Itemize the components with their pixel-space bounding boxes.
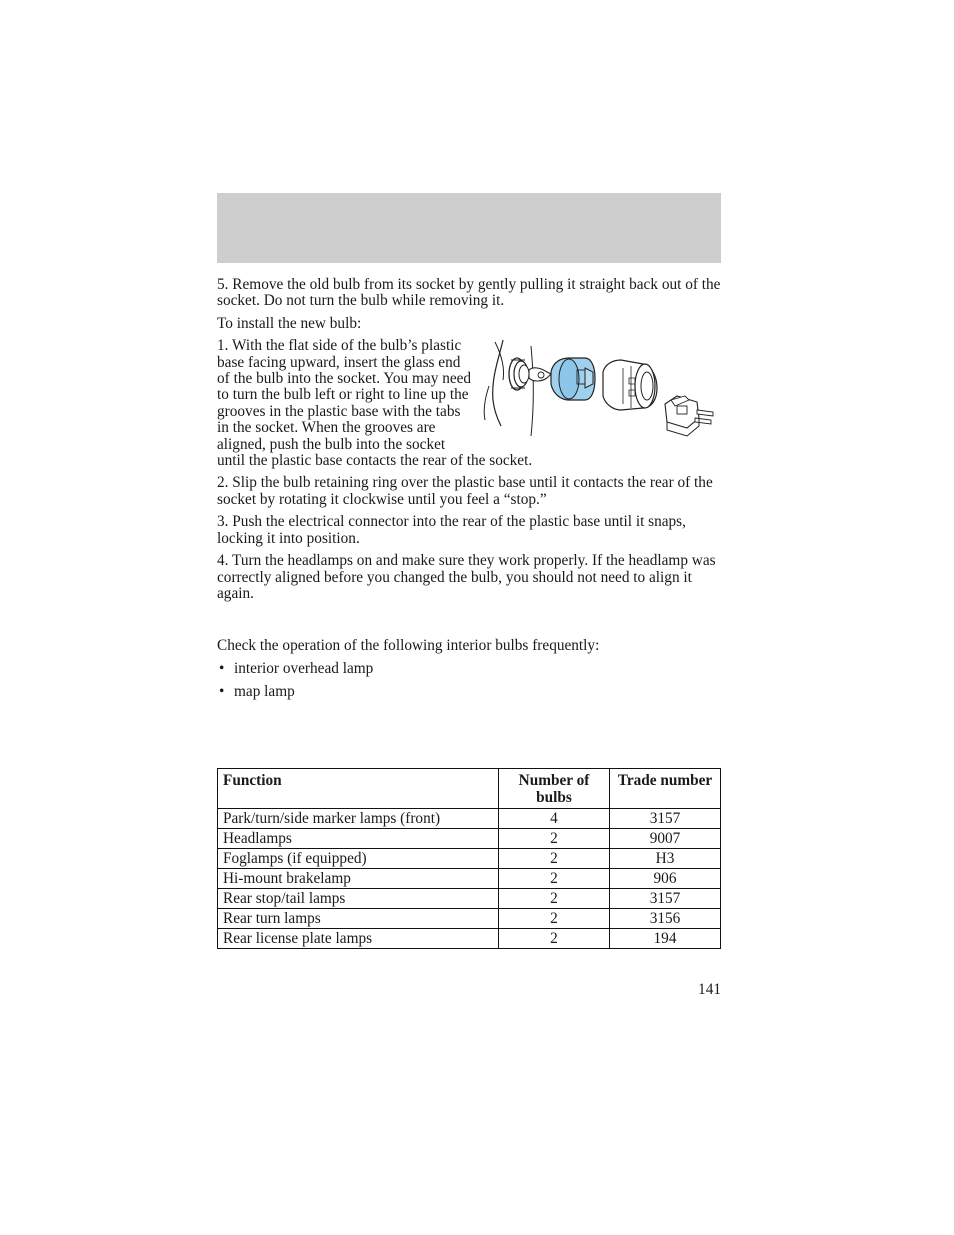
section-header-bar: [217, 193, 721, 263]
table-row: [218, 869, 721, 889]
cell-number-of-bulbs: 2: [499, 889, 610, 909]
cell-function: Hi-mount brakelamp: [218, 869, 499, 889]
cell-function: Foglamps (if equipped): [218, 849, 499, 869]
paragraph-step-2: 2. Slip the bulb retaining ring over the plastic base until it contacts the rear of the socket by rotating it clockwise until you feel a “stop.”: [217, 474, 713, 508]
list-item: [217, 684, 721, 700]
list-item-text: interior overhead lamp: [234, 659, 374, 677]
bulb-socket-illustration: [481, 338, 721, 442]
column-header-number-of-bulbs: Number of bulbs: [499, 769, 610, 809]
paragraph-step-1: 1. With the flat side of the bulb’s plastic base facing upward, insert the glass end of the bulb into the socket. You may need to turn the bulb left or right to line up the grooves in the plastic base with the tabs in the socket. When the grooves are aligned, push the bulb into the socket until the plastic base contacts the rear of the socket.: [217, 337, 533, 470]
cell-number-of-bulbs: 2: [499, 869, 610, 889]
cell-function: Rear license plate lamps: [218, 929, 499, 949]
paragraph-step-3: 3. Push the electrical connector into the rear of the plastic base until it snaps, locking it into position.: [217, 513, 686, 547]
cell-number-of-bulbs: 2: [499, 829, 610, 849]
page-content: [217, 277, 721, 708]
bullet-glyph: •: [219, 683, 225, 701]
bulb-socket-drawing: [481, 338, 721, 442]
list-item: [217, 661, 721, 677]
bulb-specification-table: [217, 768, 721, 949]
cell-function: Headlamps: [218, 829, 499, 849]
paragraph-install-intro: To install the new bulb:: [217, 314, 362, 332]
table-row: [218, 929, 721, 949]
paragraph-step-4: 4. Turn the headlamps on and make sure they work properly. If the headlamp was correctly aligned before you changed the bulb, you should not need to align it again.: [217, 552, 716, 602]
page-number: 141: [698, 981, 721, 998]
cell-number-of-bulbs: 2: [499, 909, 610, 929]
bullet-glyph: •: [219, 659, 225, 677]
column-header-function: Function: [218, 769, 499, 809]
paragraph-remove-bulb: 5. Remove the old bulb from its socket by gently pulling it straight back out of the socket. Do not turn the bulb while removing it.: [217, 276, 721, 310]
cell-trade-number: 9007: [610, 829, 721, 849]
cell-function: Rear turn lamps: [218, 909, 499, 929]
cell-trade-number: 3157: [610, 809, 721, 829]
table-row: [218, 909, 721, 929]
cell-trade-number: 194: [610, 929, 721, 949]
cell-trade-number: 3157: [610, 889, 721, 909]
table-header-row: [218, 769, 721, 809]
table-row: [218, 849, 721, 869]
table-row: [218, 829, 721, 849]
cell-trade-number: 3156: [610, 909, 721, 929]
list-item-text: map lamp: [234, 683, 295, 701]
column-header-trade-number: Trade number: [610, 769, 721, 809]
cell-trade-number: H3: [610, 849, 721, 869]
cell-function: Park/turn/side marker lamps (front): [218, 809, 499, 829]
table-row: [218, 809, 721, 829]
paragraph-interior-bulbs: Check the operation of the following interior bulbs frequently:: [217, 637, 600, 655]
cell-trade-number: 906: [610, 869, 721, 889]
interior-bulb-list: [217, 661, 721, 701]
table-row: [218, 889, 721, 909]
cell-number-of-bulbs: 4: [499, 809, 610, 829]
cell-number-of-bulbs: 2: [499, 929, 610, 949]
cell-number-of-bulbs: 2: [499, 849, 610, 869]
cell-function: Rear stop/tail lamps: [218, 889, 499, 909]
